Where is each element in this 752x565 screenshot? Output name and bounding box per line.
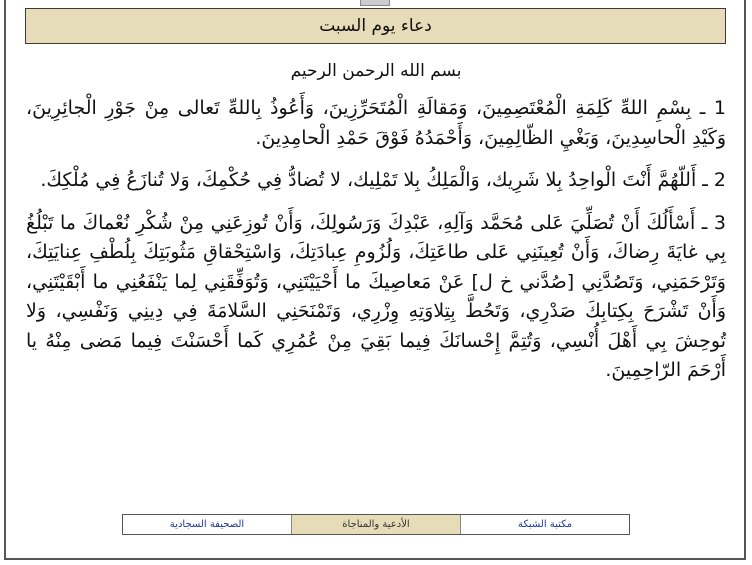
basmala: بسم الله الرحمن الرحيم	[290, 61, 462, 81]
prayer-content	[26, 58, 726, 399]
scroll-handle[interactable]	[360, 0, 390, 6]
paragraph-1: 1 ـ بِسْمِ اللهِّ كَلِمَةِ الْمُعْتَصِمِينَ، وَمَقالَةِ الْمُتَحَرِّزِينَ، وَأَعُوذُ بِاللهِّ تَعالى مِنْ جَوْرِ الْجائِرِينَ، وَكَيْدِ الْحاسِدِينَ، وَبَغْيِ الظّالِمِينَ، وَأَحْمَدُهُ فَوْقَ حَمْدِ الْحامِدِينَ.	[26, 97, 726, 149]
page-title	[25, 8, 726, 44]
footer-link-sahifa-sajjadiya[interactable]: الصحيفة السجادية	[169, 519, 245, 530]
paragraph-2: 2 ـ أَللّهُمَّ أَنْتَ الْواحِدُ بِلا شَرِيك، وَالْمَلِكُ بِلا تَمْلِيك، لا تُضادُّ فِي حُكْمِكَ، وَلا تُنازَعُ فِي مُلْكِكَ.	[40, 169, 726, 191]
footer-nav	[122, 514, 630, 535]
paragraph-3: 3 ـ أَسْأَلُكَ أَنْ تُصَلِّيَ عَلى مُحَمَّد وَآلِهِ، عَبْدِكَ وَرَسُولِكَ، وَأَنْ تُوزِعَنِي مِنْ شُكْرِ نُعْماكَ ما تَبْلُغُ بِي غايَةَ رِضاكَ، وَأَنْ تُعِينَنِي عَلى طاعَتِكَ، وَلُزُومِ عِبادَتِكَ، وَاسْتِحْقاقِ مَثُوبَتِكَ بِلُطْفِ عِنايَتِكَ، وَتَرْحَمَنِي، وَتَصُدَّنِي [صُدَّني خ ل] عَنْ مَعاصِيكَ ما أَحْيَيْتَنِي، وَتُوَفِّقَنِي لِما يَنْفَعُنِي ما أَبْقَيْتَنِي، وَأَنْ تَشْرَحَ بِكِتابِكَ صَدْرِي، وَتَحُطَّ بِتِلاوَتِهِ وِزْرِي، وَتَمْنَحَنِي السَّلامَةَ فِي دِينِي وَنَفْسِي، وَلا تُوحِشَ بِي أَهْلَ أُنْسِي، وَتُتِمَّ إِحْسانَكَ فِيما بَقِيَ مِنْ عُمُرِي كَما أَحْسَنْتَ فِيما مَضى مِنْهُ يا أَرْحَمَ الرّاحِمِينَ.	[26, 211, 726, 381]
footer-link-network-library[interactable]: مكتبة الشبكة	[517, 519, 573, 530]
page-title-text: دعاء يوم السبت	[319, 16, 432, 36]
footer-link-supplications[interactable]: الأدعية والمناجاة	[291, 515, 461, 534]
